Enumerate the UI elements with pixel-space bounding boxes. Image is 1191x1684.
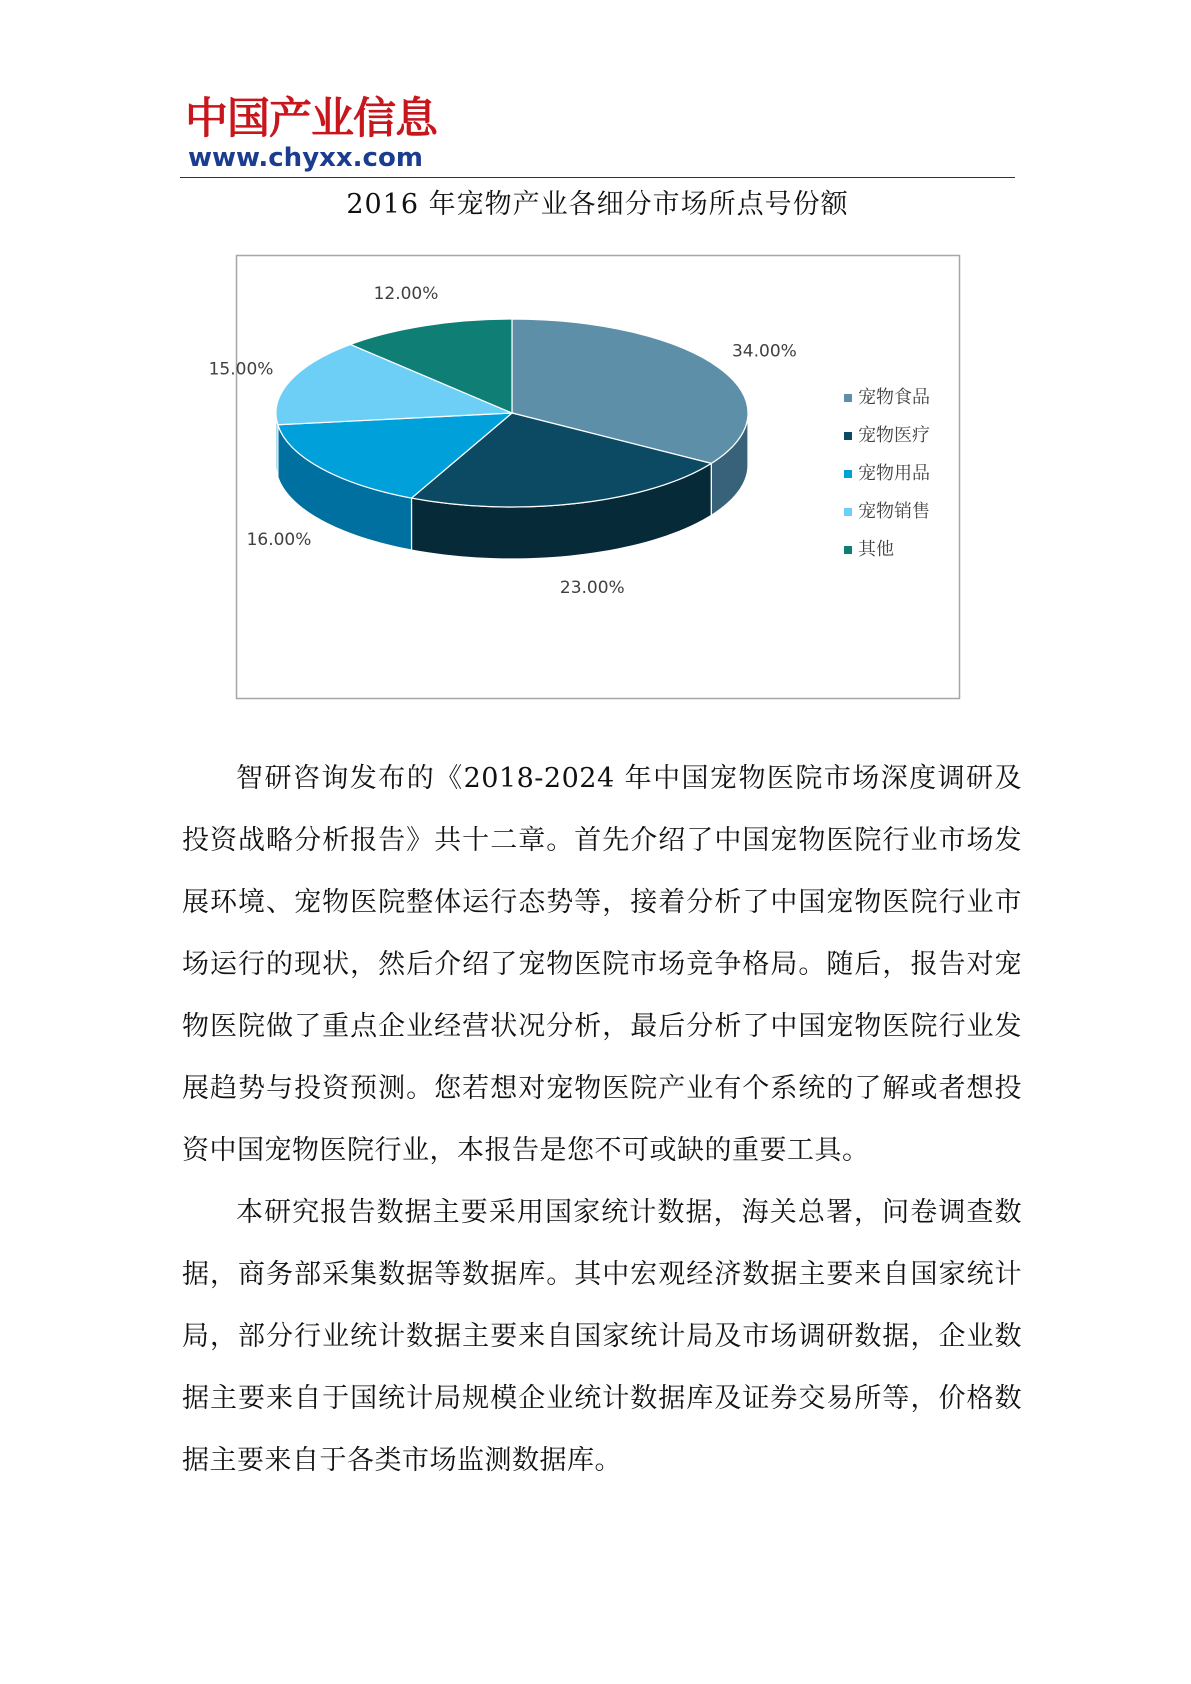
legend-label: 宠物食品: [858, 387, 930, 408]
slice-2-value-label: 23.00%: [559, 577, 625, 598]
legend-label: 宠物用品: [858, 463, 930, 484]
paragraph-intro: 智研咨询发布的《2018-2024 年中国宠物医院市场深度调研及投资战略分析报告》共十二章。首先介绍了中国宠物医院行业市场发展环境、宠物医院整体运行态势等，接着分析了中国宠物医院行业市场运行的现状，然后介绍了宠物医院市场竞争格局。随后，报告对宠物医院做了重点企业经营状况分析，最后分析了中国宠物医院行业发展趋势与投资预测。您若想对宠物医院产业有个系统的了解或者想投资中国宠物医院行业，本报告是您不可或缺的重要工具。: [182, 763, 1022, 1166]
legend-swatch: [844, 432, 852, 440]
pie-chart-svg: [208, 255, 960, 699]
pie-tops: [276, 319, 748, 507]
legend-swatch: [844, 470, 852, 478]
report-body: [182, 748, 1022, 1492]
legend-swatch: [844, 394, 852, 402]
legend-swatch: [844, 546, 852, 554]
chart-title: 2016 年宠物产业各细分市场所点号份额: [346, 189, 849, 220]
logo-name: 中国产业信息: [185, 94, 437, 144]
slice-1-value-label: 34.00%: [731, 341, 797, 362]
pie-chart: [208, 255, 960, 699]
header-divider: [180, 177, 1015, 178]
site-logo: [185, 96, 437, 172]
legend-label: 其他: [858, 539, 894, 560]
slice-4-value-label: 15.00%: [208, 359, 274, 380]
logo-url: www.chyxx.com: [188, 143, 423, 173]
legend-label: 宠物医疗: [858, 425, 930, 446]
slice-3-value-label: 16.00%: [246, 530, 312, 551]
legend-label: 宠物销售: [858, 501, 930, 522]
slice-5-value-label: 12.00%: [373, 284, 439, 304]
legend-swatch: [844, 508, 852, 516]
paragraph-sources: 本研究报告数据主要采用国家统计数据，海关总署，问卷调查数据，商务部采集数据等数据库。其中宏观经济数据主要来自国家统计局，部分行业统计数据主要来自国家统计局及市场调研数据，企业数据主要来自于国统计局规模企业统计数据库及证券交易所等，价格数据主要来自于各类市场监测数据库。: [182, 1197, 1022, 1476]
